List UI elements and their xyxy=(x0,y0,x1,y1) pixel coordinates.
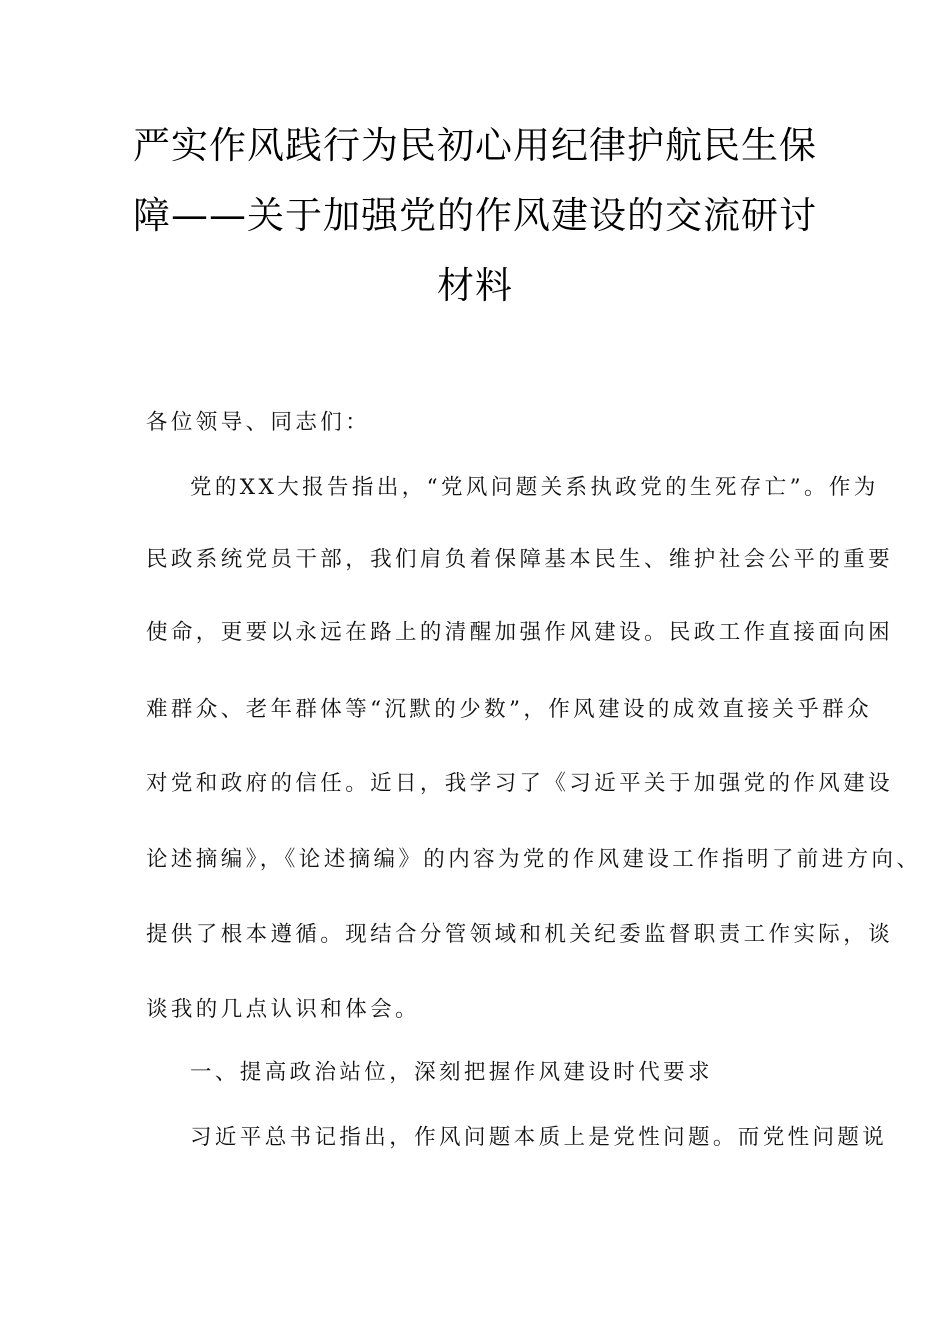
paragraph-1-line-8: 谈我的几点认识和体会。 xyxy=(146,997,420,1022)
paragraph-2-line-1: 习近平总书记指出，作风问题本质上是党性问题。而党性问题说 xyxy=(190,1125,888,1150)
salutation: 各位领导、同志们： xyxy=(146,410,371,435)
paragraph-1-line-6: 论述摘编》，《论述摘编》的内容为党的作风建设工作指明了前进方向、 xyxy=(146,847,922,872)
document-title-line-3: 材料 xyxy=(437,264,513,307)
paragraph-1-line-1: 党的XX大报告指出，“党风问题关系执政党的生死存亡”。作为 xyxy=(190,475,879,500)
section-1-heading: 一、提高政治站位，深刻把握作风建设时代要求 xyxy=(190,1060,713,1085)
paragraph-1-line-5: 对党和政府的信任。近日，我学习了《习近平关于加强党的作风建设 xyxy=(146,771,894,796)
paragraph-1-line-2: 民政系统党员干部，我们肩负着保障基本民生、维护社会公平的重要 xyxy=(146,547,894,572)
paragraph-1-line-7: 提供了根本遵循。现结合分管领域和机关纪委监督职责工作实际，谈 xyxy=(146,922,894,947)
document-title-line-2: 障——关于加强党的作风建设的交流研讨 xyxy=(133,194,817,237)
document-title-line-1: 严实作风践行为民初心用纪律护航民生保 xyxy=(133,124,817,167)
paragraph-1-line-4: 难群众、老年群体等“沉默的少数”，作风建设的成效直接关乎群众 xyxy=(146,697,872,722)
paragraph-1-line-3: 使命，更要以永远在路上的清醒加强作风建设。民政工作直接面向困 xyxy=(146,620,894,645)
